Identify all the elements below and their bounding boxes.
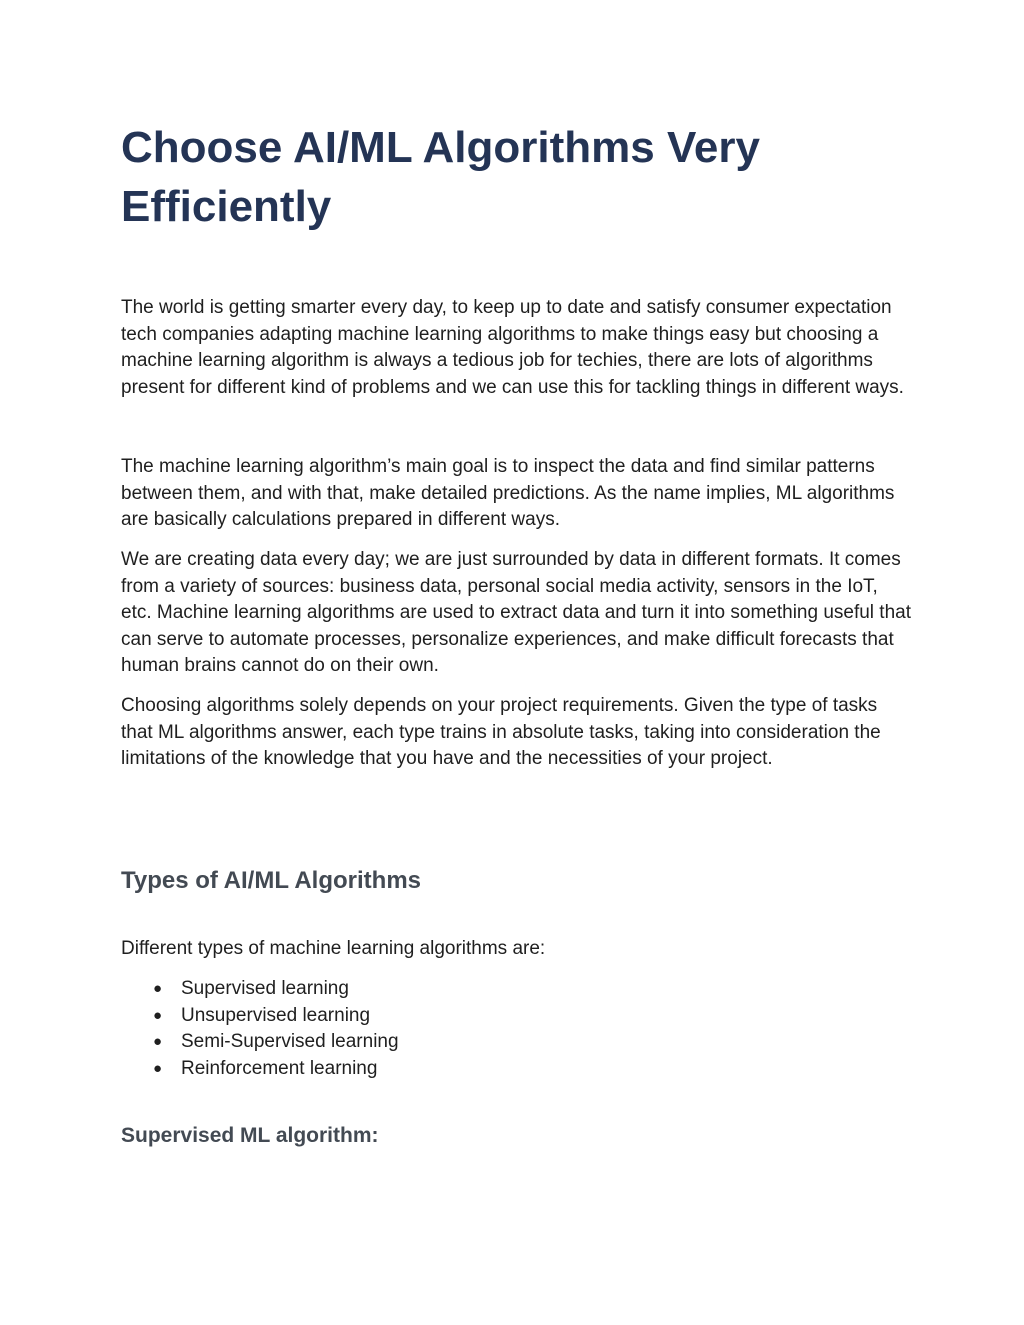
subsection-heading: Supervised ML algorithm: xyxy=(121,1124,379,1147)
paragraph-data: We are creating data every day; we are just surrounded by data in different formats. It comes from a variety of sources: business data, personal social media activity, sensors in the IoT, etc. Machine learning algorithms are used to extract data and turn it into something useful that can serve to automate processes, personalize experiences, and make difficult forecasts that human brains cannot do on their own. xyxy=(121,549,912,676)
bullet-icon: ● xyxy=(153,1006,163,1024)
list-intro: Different types of machine learning algorithms are: xyxy=(121,938,546,959)
paragraph-goal: The machine learning algorithm’s main goal is to inspect the data and find similar patterns between them, and with that, make detailed predictions. As the name implies, ML algorithms are basically calculations prepared in different ways. xyxy=(121,456,895,530)
bullet-icon: ● xyxy=(153,980,163,997)
list-item xyxy=(121,1003,399,1030)
list-item xyxy=(121,1056,399,1083)
bullet-icon: ● xyxy=(153,1059,163,1077)
list-item xyxy=(121,1029,399,1056)
document-title: Choose AI/ML Algorithms Very Efficiently xyxy=(121,123,760,231)
list-item-label: Unsupervised learning xyxy=(181,1004,371,1026)
algorithm-types-list xyxy=(121,976,399,1082)
list-item-label: Semi-Supervised learning xyxy=(181,1031,399,1052)
paragraph-intro: The world is getting smarter every day, to keep up to date and satisfy consumer expectation tech companies adapting machine learning algorithms to make things easy but choosing a machine learning algorithm is always a tedious job for techies, there are lots of algorithms present for different kind of problems and we can use this for tackling things in different ways. xyxy=(121,297,904,398)
list-item-label: Supervised learning xyxy=(181,978,349,999)
paragraph-choosing: Choosing algorithms solely depends on your project requirements. Given the type of tasks that ML algorithms answer, each type trains in absolute tasks, taking into consideration the limitations of the knowledge that you have and the necessities of your project. xyxy=(121,695,881,769)
bullet-icon: ● xyxy=(153,1033,163,1050)
list-item xyxy=(121,976,399,1003)
section-heading: Types of AI/ML Algorithms xyxy=(121,867,422,894)
list-item-label: Reinforcement learning xyxy=(181,1057,378,1079)
